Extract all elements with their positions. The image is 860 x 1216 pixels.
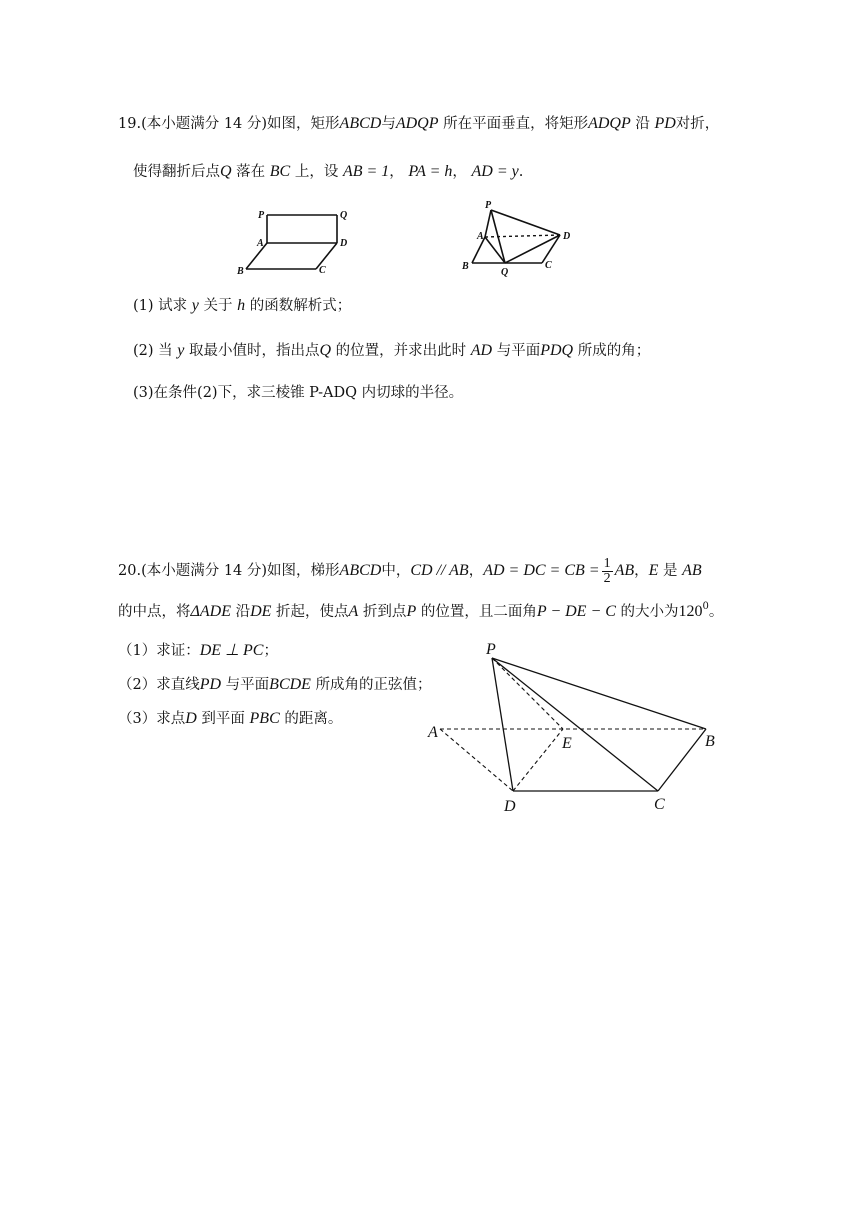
q20-frac-num: 1 — [603, 555, 611, 571]
q20-math-ad-eq: AD = DC = CB = — [483, 562, 600, 579]
q19-text: 沿 — [635, 116, 650, 132]
q19-text: 关于 — [203, 298, 233, 314]
q20-fraction-half — [602, 557, 613, 586]
q20-math-a: A — [348, 603, 359, 620]
q20-part2 — [118, 675, 432, 695]
q20-number: 20. — [118, 563, 142, 579]
q19-text: 的函数解析式； — [249, 298, 352, 314]
q20-math-bcde: BCDE — [269, 676, 311, 693]
q19-fig1-label-b: B — [237, 266, 244, 277]
q19-text: 如图，矩形 — [267, 116, 340, 132]
q20-math-cd-ab: CD // AB — [410, 562, 469, 579]
q20-text: 的位置，且二面角 — [420, 604, 537, 620]
q19-number: 19. — [118, 116, 142, 132]
q20-figure — [420, 640, 740, 820]
q20-math-pbc: PBC — [249, 710, 280, 727]
q19-fig1-label-c: C — [319, 265, 326, 276]
q20-text: （3）求点 — [118, 711, 186, 727]
q20-math-e: E — [648, 562, 659, 579]
q19-text: . — [518, 164, 524, 180]
q19-fig1-label-q: Q — [340, 210, 348, 221]
q20-math-ab: AB — [614, 562, 635, 579]
q20-text: （2）求直线 — [118, 677, 200, 693]
q19-text: 与平面 — [496, 343, 541, 359]
q19-text: 所成的角； — [577, 343, 651, 359]
q19-fig2-label-c: C — [545, 260, 552, 271]
q20-stem-line2 — [118, 602, 723, 624]
q20-text: ， — [634, 563, 649, 579]
q20-fig-label-b: B — [705, 733, 715, 750]
q19-text: (1) 试求 — [133, 298, 188, 314]
q20-text: 所成角的正弦值； — [315, 677, 432, 693]
q19-part1 — [133, 296, 351, 316]
q19-part2 — [133, 341, 650, 361]
q19-math-ab: AB = 1 — [342, 163, 390, 180]
q20-text: 折起，使点 — [276, 604, 349, 620]
q19-text: 对折， — [675, 116, 720, 132]
q19-math-ad: AD = y — [471, 163, 519, 180]
q20-math-p: P — [406, 603, 417, 620]
q20-points: (本小题满分 14 分) — [141, 563, 268, 579]
q20-text: 的大小为 — [620, 604, 679, 620]
q19-math-abcd: ABCD — [339, 115, 382, 132]
q19-text: 所在平面垂直，将矩形 — [443, 116, 589, 132]
q19-part3: (3)在条件(2)下，求三棱锥 P-ADQ 内切球的半径。 — [133, 385, 464, 401]
q19-math-bc: BC — [269, 163, 291, 180]
q20-text: 中， — [381, 563, 411, 579]
q20-math-de: DE — [250, 603, 272, 620]
q19-stem-line1 — [118, 114, 719, 134]
q19-math-ad2: AD — [470, 342, 493, 359]
q20-text: （1）求证： — [118, 643, 200, 659]
q20-text: 的距离。 — [284, 711, 343, 727]
q20-fig-label-e: E — [562, 735, 572, 752]
q20-fig-label-c: C — [654, 796, 665, 813]
q19-math-pa: PA = h — [408, 163, 453, 180]
q20-part1 — [118, 641, 278, 661]
q19-math-h: h — [237, 297, 246, 314]
q20-math-tri: ΔADE — [190, 603, 231, 620]
q19-text: 取最小值时，指出点 — [188, 343, 320, 359]
q19-math-adqp2: ADQP — [588, 115, 631, 132]
q20-text: 的中点，将 — [118, 604, 191, 620]
q19-figure-2 — [456, 198, 586, 278]
q19-stem-line2: 使得翻折后点Q 落在 BC 上，设 AB = 1， PA = h， AD = y. — [133, 163, 524, 180]
q19-text: 上，设 — [294, 164, 339, 180]
q20-text: 沿 — [235, 604, 251, 620]
q20-math-ab2: AB — [682, 562, 702, 579]
q20-part3 — [118, 709, 342, 729]
q20-fig-label-p: P — [486, 641, 496, 658]
q19-math-adqp: ADQP — [395, 115, 439, 132]
q20-fig-label-a: A — [428, 724, 438, 741]
q20-text: 与平面 — [225, 677, 270, 693]
q19-fig2-label-p: P — [485, 200, 492, 211]
q20-math-pd: PD — [199, 676, 222, 693]
q19-fig2-label-d: D — [563, 231, 571, 242]
q19-math-pd: PD — [654, 115, 676, 132]
q19-text: 使得翻折后点 — [133, 164, 220, 180]
q19-fig1-label-p: P — [258, 210, 265, 221]
q19-fig1-label-d: D — [340, 238, 348, 249]
q19-math-y2: y — [177, 342, 185, 359]
q20-stem-line1: 20.(本小题满分 14 分)如图，梯形ABCD中，CD // AB，AD = DC = CB = $\frac{1}{2}$ AB，E 是 AB — [118, 555, 702, 586]
q19-text: 的位置，并求出此时 — [335, 343, 467, 359]
q20-text: 折到点 — [362, 604, 407, 620]
q20-math-abcd: ABCD — [339, 562, 382, 579]
q19-fig2-label-b: B — [462, 261, 469, 272]
q19-fig2-label-a: A — [477, 231, 484, 242]
q20-text: 如图，梯形 — [267, 563, 340, 579]
q20-fig-label-d: D — [504, 798, 516, 815]
q19-fig2-label-q: Q — [501, 267, 509, 278]
q20-text: 是 — [663, 563, 678, 579]
q20-math-deg-sup: 0 — [702, 601, 709, 612]
q19-text: (2) 当 — [133, 343, 173, 359]
q19-math-q: Q — [220, 163, 232, 180]
q20-math-d: D — [185, 710, 197, 727]
q20-text: 到平面 — [201, 711, 245, 727]
q19-points: (本小题满分 14 分) — [141, 116, 268, 132]
q20-frac-den: 2 — [603, 570, 611, 586]
q19-text: 落在 — [236, 164, 266, 180]
q20-math-deg: 120 — [678, 603, 703, 620]
q20-math-angle: P − DE − C — [536, 603, 616, 620]
q19-math-y: y — [191, 297, 199, 314]
q20-text: ； — [263, 643, 278, 659]
q19-fig1-label-a: A — [257, 238, 264, 249]
q19-figure-1 — [234, 206, 354, 276]
q19-math-pdq: PDQ — [540, 342, 574, 359]
q19-math-q2: Q — [319, 342, 332, 359]
q20-math-de-pc: DE ⊥ PC — [199, 642, 264, 659]
q19-text: 与 — [381, 116, 396, 132]
q20-text: 。 — [708, 604, 724, 620]
